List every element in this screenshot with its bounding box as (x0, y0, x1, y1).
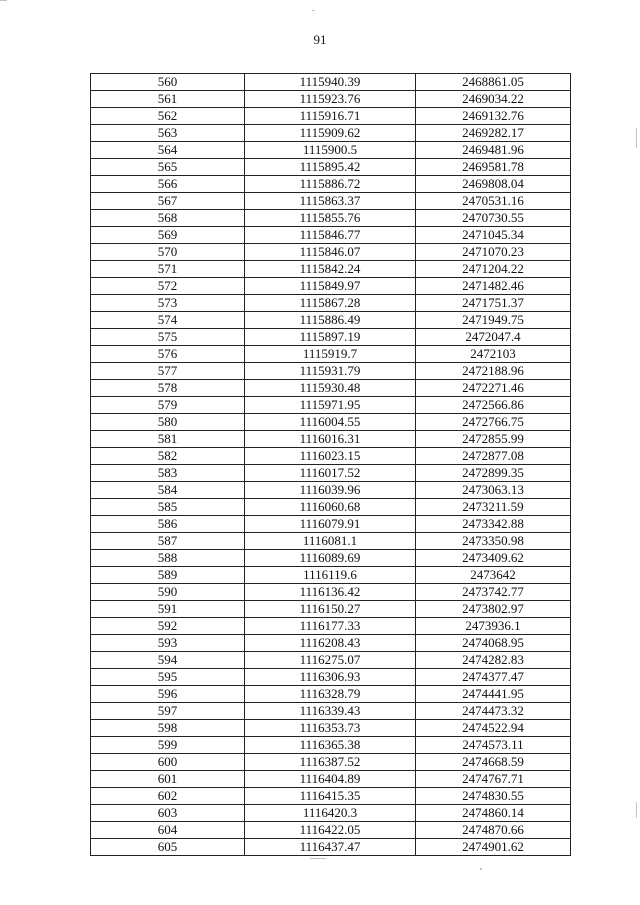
point-number-cell: 568 (91, 210, 245, 227)
table-row (91, 125, 571, 142)
table-row (91, 363, 571, 380)
y-coordinate-cell: 2471751.37 (416, 295, 571, 312)
x-coordinate-cell: 1115895.42 (245, 159, 416, 176)
table-row (91, 686, 571, 703)
table-row (91, 176, 571, 193)
table-row (91, 159, 571, 176)
table-row (91, 652, 571, 669)
table-row (91, 431, 571, 448)
table-row (91, 278, 571, 295)
y-coordinate-cell: 2473742.77 (416, 584, 571, 601)
x-coordinate-cell: 1115940.39 (245, 74, 416, 91)
point-number-cell: 594 (91, 652, 245, 669)
x-coordinate-cell: 1115842.24 (245, 261, 416, 278)
coordinates-table (90, 73, 571, 856)
x-coordinate-cell: 1115849.97 (245, 278, 416, 295)
point-number-cell: 560 (91, 74, 245, 91)
x-coordinate-cell: 1115846.77 (245, 227, 416, 244)
table-row (91, 635, 571, 652)
table-row (91, 839, 571, 856)
x-coordinate-cell: 1115916.71 (245, 108, 416, 125)
point-number-cell: 603 (91, 805, 245, 822)
table-row (91, 74, 571, 91)
table-row (91, 414, 571, 431)
x-coordinate-cell: 1116365.38 (245, 737, 416, 754)
point-number-cell: 569 (91, 227, 245, 244)
y-coordinate-cell: 2474767.71 (416, 771, 571, 788)
x-coordinate-cell: 1115971.95 (245, 397, 416, 414)
x-coordinate-cell: 1116177.33 (245, 618, 416, 635)
y-coordinate-cell: 2472877.08 (416, 448, 571, 465)
x-coordinate-cell: 1116004.55 (245, 414, 416, 431)
x-coordinate-cell: 1116079.91 (245, 516, 416, 533)
point-number-cell: 563 (91, 125, 245, 142)
table-row (91, 261, 571, 278)
y-coordinate-cell: 2474860.14 (416, 805, 571, 822)
x-coordinate-cell: 1116208.43 (245, 635, 416, 652)
point-number-cell: 578 (91, 380, 245, 397)
x-coordinate-cell: 1115855.76 (245, 210, 416, 227)
table-row (91, 465, 571, 482)
x-coordinate-cell: 1116081.1 (245, 533, 416, 550)
point-number-cell: 567 (91, 193, 245, 210)
point-number-cell: 595 (91, 669, 245, 686)
x-coordinate-cell: 1116150.27 (245, 601, 416, 618)
table-row (91, 227, 571, 244)
table-row (91, 295, 571, 312)
x-coordinate-cell: 1116328.79 (245, 686, 416, 703)
point-number-cell: 600 (91, 754, 245, 771)
point-number-cell: 566 (91, 176, 245, 193)
y-coordinate-cell: 2474522.94 (416, 720, 571, 737)
table-row (91, 448, 571, 465)
table-row (91, 754, 571, 771)
table-row (91, 142, 571, 159)
y-coordinate-cell: 2469481.96 (416, 142, 571, 159)
x-coordinate-cell: 1115886.72 (245, 176, 416, 193)
x-coordinate-cell: 1116387.52 (245, 754, 416, 771)
y-coordinate-cell: 2473936.1 (416, 618, 571, 635)
y-coordinate-cell: 2471045.34 (416, 227, 571, 244)
table-row (91, 567, 571, 584)
table-row (91, 482, 571, 499)
table-row (91, 91, 571, 108)
x-coordinate-cell: 1115886.49 (245, 312, 416, 329)
table-row (91, 193, 571, 210)
y-coordinate-cell: 2474870.66 (416, 822, 571, 839)
y-coordinate-cell: 2473342.88 (416, 516, 571, 533)
x-coordinate-cell: 1116420.3 (245, 805, 416, 822)
y-coordinate-cell: 2474377.47 (416, 669, 571, 686)
x-coordinate-cell: 1115919.7 (245, 346, 416, 363)
point-number-cell: 599 (91, 737, 245, 754)
scan-artifact (0, 0, 7, 1)
point-number-cell: 590 (91, 584, 245, 601)
y-coordinate-cell: 2472271.46 (416, 380, 571, 397)
point-number-cell: 601 (91, 771, 245, 788)
y-coordinate-cell: 2474830.55 (416, 788, 571, 805)
point-number-cell: 602 (91, 788, 245, 805)
y-coordinate-cell: 2469282.17 (416, 125, 571, 142)
point-number-cell: 583 (91, 465, 245, 482)
y-coordinate-cell: 2474068.95 (416, 635, 571, 652)
y-coordinate-cell: 2473211.59 (416, 499, 571, 516)
point-number-cell: 571 (91, 261, 245, 278)
y-coordinate-cell: 2474282.83 (416, 652, 571, 669)
x-coordinate-cell: 1116016.31 (245, 431, 416, 448)
y-coordinate-cell: 2473350.98 (416, 533, 571, 550)
y-coordinate-cell: 2474901.62 (416, 839, 571, 856)
x-coordinate-cell: 1115930.48 (245, 380, 416, 397)
x-coordinate-cell: 1116119.6 (245, 567, 416, 584)
table-row (91, 516, 571, 533)
y-coordinate-cell: 2471070.23 (416, 244, 571, 261)
y-coordinate-cell: 2472566.86 (416, 397, 571, 414)
y-coordinate-cell: 2472103 (416, 346, 571, 363)
point-number-cell: 584 (91, 482, 245, 499)
point-number-cell: 573 (91, 295, 245, 312)
table-row (91, 397, 571, 414)
y-coordinate-cell: 2471949.75 (416, 312, 571, 329)
x-coordinate-cell: 1116039.96 (245, 482, 416, 499)
table-row (91, 601, 571, 618)
point-number-cell: 575 (91, 329, 245, 346)
table-row (91, 822, 571, 839)
point-number-cell: 598 (91, 720, 245, 737)
point-number-cell: 586 (91, 516, 245, 533)
x-coordinate-cell: 1116017.52 (245, 465, 416, 482)
point-number-cell: 564 (91, 142, 245, 159)
y-coordinate-cell: 2474668.59 (416, 754, 571, 771)
y-coordinate-cell: 2469581.78 (416, 159, 571, 176)
x-coordinate-cell: 1116089.69 (245, 550, 416, 567)
scan-artifact (310, 858, 326, 859)
page-number: 91 (313, 32, 327, 47)
y-coordinate-cell: 2471204.22 (416, 261, 571, 278)
x-coordinate-cell: 1116437.47 (245, 839, 416, 856)
table-row (91, 312, 571, 329)
x-coordinate-cell: 1115846.07 (245, 244, 416, 261)
table-row (91, 584, 571, 601)
point-number-cell: 565 (91, 159, 245, 176)
point-number-cell: 593 (91, 635, 245, 652)
x-coordinate-cell: 1115900.5 (245, 142, 416, 159)
table-row (91, 380, 571, 397)
x-coordinate-cell: 1116306.93 (245, 669, 416, 686)
table-row (91, 788, 571, 805)
x-coordinate-cell: 1116023.15 (245, 448, 416, 465)
x-coordinate-cell: 1115909.62 (245, 125, 416, 142)
point-number-cell: 581 (91, 431, 245, 448)
y-coordinate-cell: 2472855.99 (416, 431, 571, 448)
x-coordinate-cell: 1115897.19 (245, 329, 416, 346)
y-coordinate-cell: 2472047.4 (416, 329, 571, 346)
x-coordinate-cell: 1116275.07 (245, 652, 416, 669)
table-row (91, 550, 571, 567)
y-coordinate-cell: 2474573.11 (416, 737, 571, 754)
x-coordinate-cell: 1115931.79 (245, 363, 416, 380)
table-row (91, 805, 571, 822)
point-number-cell: 604 (91, 822, 245, 839)
x-coordinate-cell: 1115923.76 (245, 91, 416, 108)
y-coordinate-cell: 2473642 (416, 567, 571, 584)
y-coordinate-cell: 2472766.75 (416, 414, 571, 431)
x-coordinate-cell: 1115863.37 (245, 193, 416, 210)
x-coordinate-cell: 1116415.35 (245, 788, 416, 805)
x-coordinate-cell: 1116136.42 (245, 584, 416, 601)
y-coordinate-cell: 2474473.32 (416, 703, 571, 720)
table-row (91, 737, 571, 754)
table-row (91, 669, 571, 686)
x-coordinate-cell: 1115867.28 (245, 295, 416, 312)
point-number-cell: 589 (91, 567, 245, 584)
table-row (91, 346, 571, 363)
scan-artifact (636, 128, 637, 148)
table-row (91, 244, 571, 261)
y-coordinate-cell: 2472188.96 (416, 363, 571, 380)
y-coordinate-cell: 2472899.35 (416, 465, 571, 482)
point-number-cell: 576 (91, 346, 245, 363)
y-coordinate-cell: 2469132.76 (416, 108, 571, 125)
table-row (91, 533, 571, 550)
point-number-cell: 572 (91, 278, 245, 295)
point-number-cell: 592 (91, 618, 245, 635)
x-coordinate-cell: 1116404.89 (245, 771, 416, 788)
table-row (91, 720, 571, 737)
y-coordinate-cell: 2469808.04 (416, 176, 571, 193)
scan-artifact (312, 10, 315, 11)
y-coordinate-cell: 2473409.62 (416, 550, 571, 567)
point-number-cell: 596 (91, 686, 245, 703)
table-row (91, 108, 571, 125)
scan-artifact (636, 802, 637, 818)
point-number-cell: 574 (91, 312, 245, 329)
coordinates-table-body (91, 74, 571, 856)
point-number-cell: 587 (91, 533, 245, 550)
point-number-cell: 562 (91, 108, 245, 125)
table-row (91, 499, 571, 516)
point-number-cell: 605 (91, 839, 245, 856)
y-coordinate-cell: 2474441.95 (416, 686, 571, 703)
x-coordinate-cell: 1116353.73 (245, 720, 416, 737)
y-coordinate-cell: 2470531.16 (416, 193, 571, 210)
y-coordinate-cell: 2469034.22 (416, 91, 571, 108)
table-row (91, 771, 571, 788)
table-row (91, 618, 571, 635)
point-number-cell: 585 (91, 499, 245, 516)
table-row (91, 329, 571, 346)
x-coordinate-cell: 1116422.05 (245, 822, 416, 839)
y-coordinate-cell: 2471482.46 (416, 278, 571, 295)
point-number-cell: 561 (91, 91, 245, 108)
y-coordinate-cell: 2468861.05 (416, 74, 571, 91)
point-number-cell: 588 (91, 550, 245, 567)
point-number-cell: 570 (91, 244, 245, 261)
y-coordinate-cell: 2473063.13 (416, 482, 571, 499)
point-number-cell: 582 (91, 448, 245, 465)
table-row (91, 703, 571, 720)
y-coordinate-cell: 2473802.97 (416, 601, 571, 618)
y-coordinate-cell: 2470730.55 (416, 210, 571, 227)
table-row (91, 210, 571, 227)
x-coordinate-cell: 1116060.68 (245, 499, 416, 516)
point-number-cell: 577 (91, 363, 245, 380)
point-number-cell: 597 (91, 703, 245, 720)
point-number-cell: 580 (91, 414, 245, 431)
point-number-cell: 579 (91, 397, 245, 414)
scan-artifact (480, 868, 482, 870)
x-coordinate-cell: 1116339.43 (245, 703, 416, 720)
point-number-cell: 591 (91, 601, 245, 618)
